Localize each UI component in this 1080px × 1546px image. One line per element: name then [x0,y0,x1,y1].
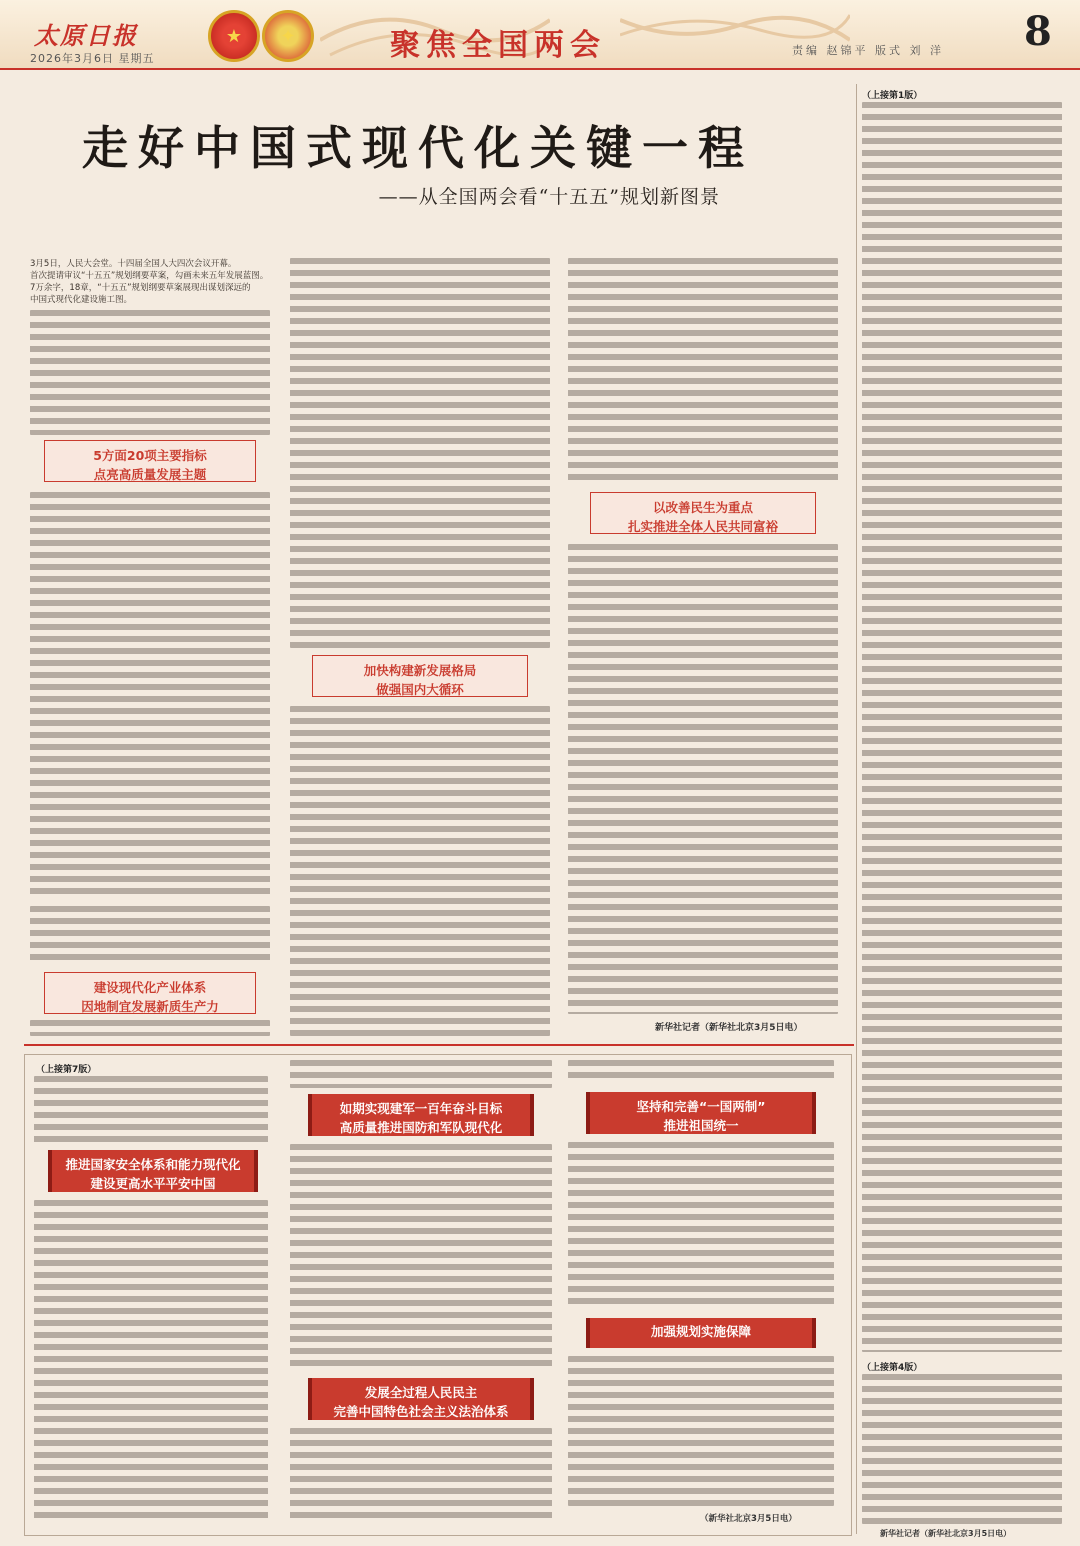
body-text-block [290,1428,552,1524]
body-text-block [568,1060,834,1084]
dateline: 2026年3月6日 星期五 [30,52,155,65]
banner-line: 点亮高质量发展主题 [93,467,207,482]
body-text-block [862,102,1062,1352]
body-text-block [862,1374,1062,1524]
section-banner [586,1318,816,1348]
newspaper-logo: 太原日报 [34,21,138,50]
banner-line: 扎实推进全体人民共同富裕 [627,519,778,534]
banner-line: 推进祖国统一 [663,1118,739,1133]
section-banner [586,1092,816,1134]
section-banner [590,492,816,534]
column-title: 聚焦全国两会 [390,28,606,63]
body-text-block [568,1356,834,1506]
page-number: 8 [1024,8,1052,55]
cppcc-emblem-icon: ✦ [262,10,314,62]
body-text-block [34,1076,268,1144]
banner-line: 加强规划实施保障 [650,1324,751,1339]
section-divider [24,1044,854,1046]
column-divider [856,84,857,1534]
national-emblem-icon: ★ [208,10,260,62]
continuation-tag: （上接第4版） [862,1363,923,1373]
body-text-block [30,310,270,435]
banner-line: 建设更高水平平安中国 [90,1176,216,1191]
body-text-block [30,906,270,962]
section-banner [44,972,256,1014]
continuation-tag: （上接第7版） [36,1065,97,1075]
article-subhead: ——从全国两会看“十五五”规划新图景 [378,186,720,208]
lead-line: 7万余字，18章，“十五五”规划纲要草案展现出谋划深远的 [30,283,251,293]
banner-line: 如期实现建军一百年奋斗目标 [339,1101,503,1116]
continuation-tag: （上接第1版） [862,91,923,101]
banner-line: 加快构建新发展格局 [363,663,477,678]
section-banner [44,440,256,482]
body-text-block [290,258,550,648]
banner-line: 发展全过程人民民主 [364,1385,478,1400]
banner-line: 建设现代化产业体系 [93,980,207,995]
byline: 新华社记者（新华社北京3月5日电） [880,1529,1012,1538]
lead-paragraph [30,258,270,306]
banner-line: 做强国内大循环 [376,682,464,697]
banner-line: 坚持和完善“一国两制” [636,1099,766,1114]
body-text-block [568,1142,834,1310]
banner-line: 完善中国特色社会主义法治体系 [333,1404,509,1419]
section-banner [308,1378,534,1420]
section-banner [312,655,528,697]
article-headline: 走好中国式现代化关键一程 [82,121,754,175]
body-text-block [290,706,550,1036]
section-banner [308,1094,534,1136]
section-banner [48,1150,258,1192]
banner-line: 推进国家安全体系和能力现代化 [65,1157,241,1172]
editors-credit: 责编 赵锦平 版式 刘 洋 [792,44,944,57]
body-text-block [568,258,838,486]
lead-line: 3月5日，人民大会堂。十四届全国人大四次会议开幕。 [30,259,237,269]
body-text-block [30,1020,270,1036]
banner-line: 因地制宜发展新质生产力 [81,999,219,1014]
lead-line: 首次提请审议“十五五”规划纲要草案，勾画未来五年发展蓝图。 [30,271,269,281]
body-text-block [30,492,270,897]
byline: 新华社记者（新华社北京3月5日电） [655,1023,803,1033]
body-text-block [34,1200,268,1524]
body-text-block [568,544,838,1014]
banner-line: 高质量推进国防和军队现代化 [339,1120,503,1135]
banner-line: 以改善民生为重点 [652,500,753,515]
body-text-block [290,1060,552,1088]
lead-line: 中国式现代化建设施工图。 [30,295,133,305]
byline: （新华社北京3月5日电） [700,1514,797,1524]
banner-line: 5方面20项主要指标 [93,448,207,463]
body-text-block [290,1144,552,1372]
